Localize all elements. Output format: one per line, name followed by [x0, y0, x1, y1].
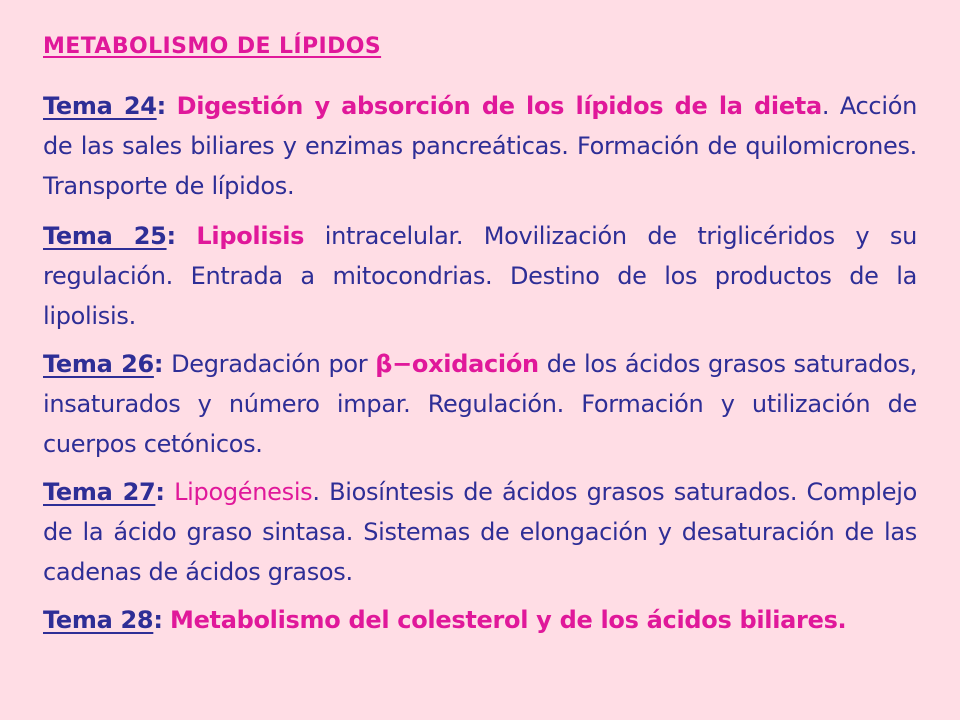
topic-26: [43, 344, 917, 464]
topic-text: de los ácidos grasos saturados, insaturados y número impar. Regulación. Formación y utilización de cuerpos cetónicos.: [43, 350, 917, 458]
topic-label: Tema 27: [43, 478, 156, 506]
slide-title: METABOLISMO DE LÍPIDOS: [43, 34, 382, 59]
topic-colon: :: [153, 606, 163, 634]
topic-label: Tema 25: [43, 222, 167, 250]
topic-text: intracelular. Movilización de triglicéridos y su regulación. Entrada a mitocondrias. Destino de los productos de la lipolisis.: [43, 222, 917, 330]
topic-text-pre: Degradación por: [163, 350, 376, 378]
topic-highlight: β−oxidación: [375, 350, 539, 378]
topic-highlight: Lipogénesis: [174, 478, 313, 506]
topic-24: [43, 86, 917, 206]
topic-highlight: Digestión y absorción de los lípidos de la dieta: [176, 92, 822, 120]
topic-highlight: Metabolismo del colesterol y de los ácidos biliares.: [169, 606, 847, 634]
topic-colon: :: [153, 350, 164, 378]
topic-label: Tema 24: [43, 92, 157, 120]
topic-colon: :: [155, 478, 165, 506]
topic-28: [43, 600, 917, 640]
topic-text: . Acción de las sales biliares y enzimas pancreáticas. Formación de quilomicrones. Transporte de lípidos.: [43, 92, 917, 200]
topic-highlight: Lipolisis: [196, 222, 305, 250]
topic-label: Tema 26: [43, 350, 154, 378]
topic-label: Tema 28: [43, 606, 154, 634]
topic-colon: :: [156, 92, 166, 120]
topic-27: [43, 472, 917, 592]
topic-25: [43, 216, 917, 336]
topic-text: . Biosíntesis de ácidos grasos saturados. Complejo de la ácido graso sintasa. Sistemas de elongación y desaturación de las cadenas de ácidos grasos.: [43, 478, 917, 586]
topic-colon: :: [166, 222, 176, 250]
